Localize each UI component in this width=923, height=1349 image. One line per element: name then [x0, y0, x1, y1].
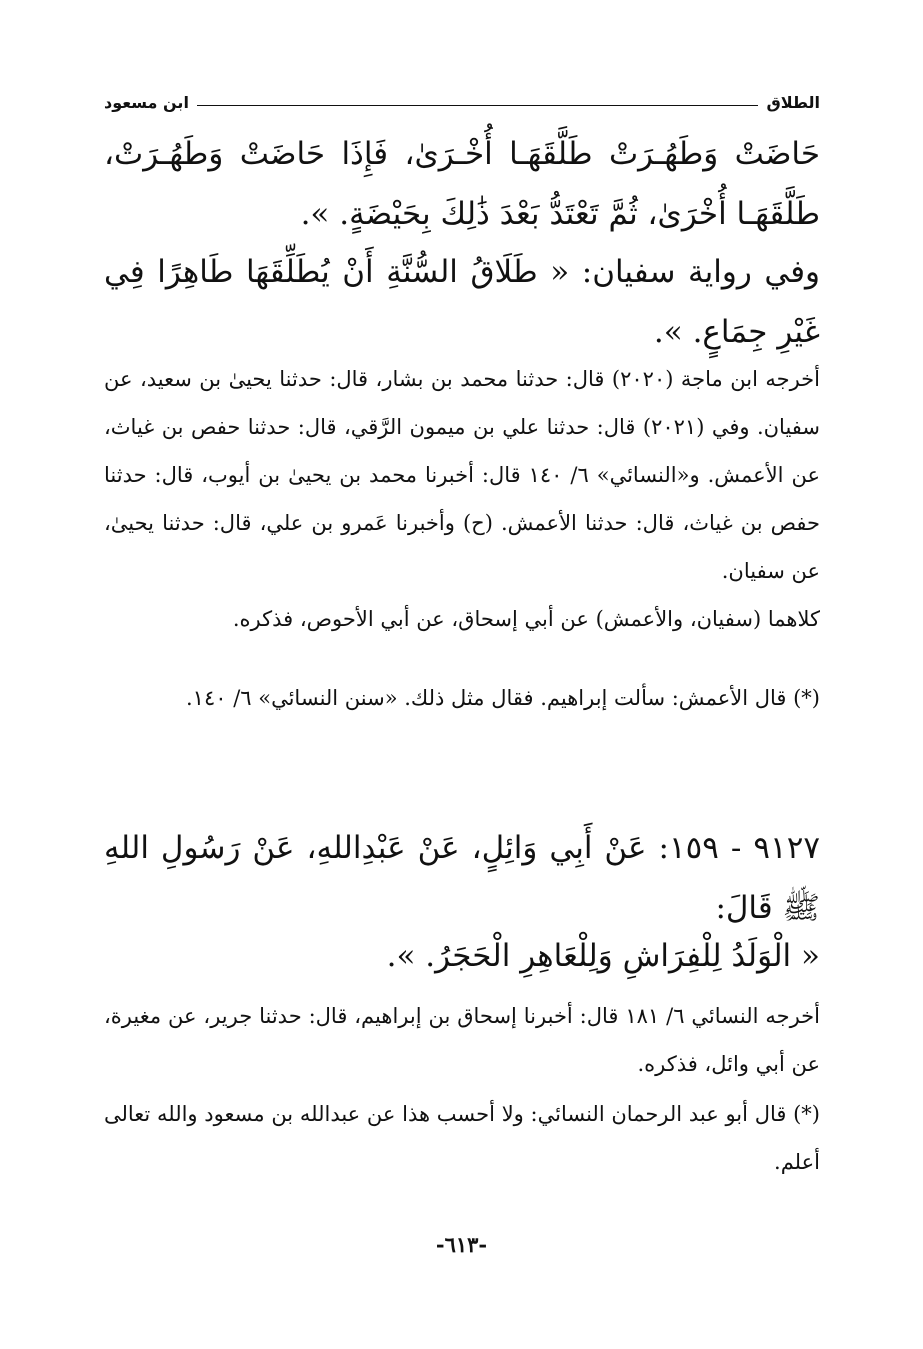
hadith-continuation: حَاضَتْ وَطَهُـرَتْ طَلَّقَهَـا أُخْـرَىٰ، فَإِذَا حَاضَتْ وَطَهُـرَتْ، طَلَّقَهَـا أُخْرَىٰ، ثُمَّ تَعْتَدُّ بَعْدَ ذَٰلِكَ بِحَيْضَةٍ. ». [104, 136, 820, 232]
header-rule [197, 105, 759, 106]
chapter-title: الطلاق [766, 93, 820, 112]
page-number: -٦١٣- [435, 1232, 488, 1257]
takhrij-paragraph-2: كلاهما (سفيان، والأعمش) عن أبي إسحاق، عن أبي الأحوص، فذكره. [232, 607, 820, 631]
footnote-2: (*) قال أبو عبد الرحمان النسائي: ولا أحسب هذا عن عبدالله بن مسعود والله تعالى أعلم. [104, 1102, 820, 1174]
sufyan-narration: وفي رواية سفيان: « طَلَاقُ السُّنَّةِ أَنْ يُطَلِّقَهَا طَاهِرًا فِي غَيْرِ جِمَاعٍ. ». [104, 254, 820, 350]
running-header [104, 86, 820, 112]
hadith-9127-text: « الْوَلَدُ لِلْفِرَاشِ وَلِلْعَاهِرِ الْحَجَرُ. ». [386, 938, 820, 974]
hadith-9127-intro: ٩١٢٧ - ١٥٩: عَنْ أَبِي وَائِلٍ، عَنْ عَبْدِاللهِ، عَنْ رَسُولِ اللهِ ﷺ قَالَ: [104, 830, 820, 926]
takhrij-paragraph-1: أخرجه ابن ماجة (٢٠٢٠) قال: حدثنا محمد بن بشار، قال: حدثنا يحيىٰ بن سعيد، عن سفيان. وفي (٢٠٢١) قال: حدثنا علي بن ميمون الرَّقي، قال: حدثنا حفص بن غياث، عن الأعمش. و«النسائي» ٦/ ١٤٠ قال: أخبرنا محمد بن يحيىٰ بن أيوب، قال: حدثنا حفص بن غياث، قال: حدثنا الأعمش. (ح) وأخبرنا عَمرو بن علي، قال: حدثنا يحيىٰ، عن سفيان. [104, 367, 821, 583]
section-title: ابن مسعود [104, 93, 189, 112]
takhrij-paragraph-3: أخرجه النسائي ٦/ ١٨١ قال: أخبرنا إسحاق بن إبراهيم، قال: حدثنا جرير، عن مغيرة، عن أبي وائل، فذكره. [104, 1004, 820, 1076]
footnote-1: (*) قال الأعمش: سألت إبراهيم. فقال مثل ذلك. «سنن النسائي» ٦/ ١٤٠. [185, 686, 820, 710]
